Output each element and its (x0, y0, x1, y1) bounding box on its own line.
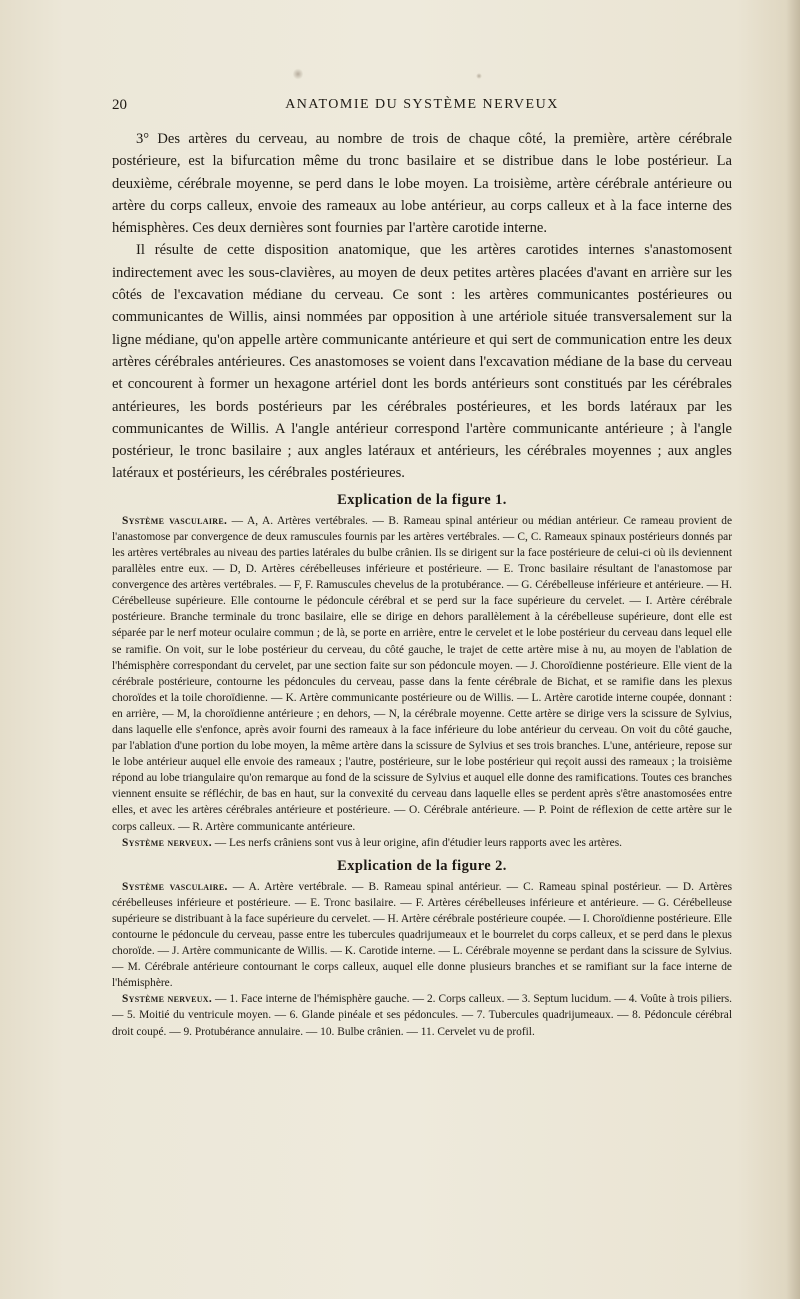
figure-1-vascular-text: — A, A. Artères vertébrales. — B. Rameau spinal antérieur ou médian antérieur. Ce rameau provient de l'anastomose par convergence de deux ramuscules fournis par les artères vertébrales. — C, C. Rameaux spinaux postérieurs donnés par les artères vertébrales au niveau des parties latérales du bulbe crânien. Ils se dirigent sur la face postérieure de celui-ci où ils deviennent parallèles entre eux. — D, D. Artères cérébelleuses inférieure et postérieure. — E. Tronc basilaire résultant de l'anastomose par convergence des artères vertébrales. — F, F. Ramuscules chevelus de la protubérance. — G. Cérébelleuse inférieure et antérieure. — H. Cérébelleuse supérieure. Elle contourne le pédoncule cérébral et se perd sur la face supérieure du cervelet. — I. Artère cérébrale postérieure. Branche terminale du tronc basilaire, elle se dirige en dehors parallèlement à la cérébelleuse supérieure, dont elle est séparée par le nerf moteur oculaire commun ; de là, se porte en arrière, entre le cervelet et le lobe postérieur du cerveau dans lequel elle se ramifie. On voit, sur le lobe postérieur du cerveau, du côté gauche, le trajet de cette artère mise à nu, au moyen de l'ablation de l'hémisphère correspondant du cervelet, par une section faite sur son pédoncule moyen. — J. Choroïdienne postérieure. Elle vient de la cérébrale postérieure, contourne les pédoncules du cerveau, passe dans la fente cérébrale de Bichat, et se ramifie dans les plexus choroïdes et la toile choroïdienne. — K. Artère communicante postérieure ou de Willis. — L. Artère carotide interne coupée, donnant : en arrière, — M, la choroïdienne antérieure ; en dehors, — N, la cérébrale moyenne. Cette artère se dirige vers la scissure de Sylvius, dans laquelle elle s'enfonce, après avoir fourni des rameaux à la face inférieure du lobe antérieur du cerveau. On voit du côté gauche, par l'ablation d'une portion du lobe moyen, la même artère dans la scissure de Sylvius et ses trois branches. L'une, antérieure, repose sur le lobe antérieur auquel elle envoie des rameaux ; l'autre, postérieure, sur le lobe postérieur qui reçoit aussi des rameaux ; la troisième répond au lobe triangulaire qu'on remarque au fond de la scissure de Sylvius et auquel elle donne des ramifications. Toutes ces branches viennent ensuite se réfléchir, de bas en haut, sur la convexité du cerveau dans laquelle elles se perdent après s'être anastomosées entre elles, et avec les artères cérébrales antérieure et postérieure. — O. Cérébrale antérieure. — P. Point de réflexion de cette artère sur le corps calleux. — R. Artère communicante antérieure. (112, 514, 733, 833)
body-paragraph-arteries: 3° Des artères du cerveau, au nombre de trois de chaque côté, la première, artère cérébrale postérieure, est la bifurcation même du tronc basilaire et se distribue dans le lobe postérieur. La deuxième, cérébrale moyenne, se perd dans le lobe moyen. La troisième, artère cérébrale antérieure ou artère du corps calleux, envoie des rameaux au lobe antérieur, au corps calleux et à la face interne des hémisphères. Ces deux dernières sont fournies par l'artère carotide interne. (112, 131, 732, 237)
body-paragraph-anastomoses: Il résulte de cette disposition anatomique, que les artères carotides internes s'anastomosent indirectement avec les sous-clavières, au moyen de deux petites artères placées d'avant en arrière sur les côtés de l'excavation médiane du cerveau. Ce sont : les artères communicantes postérieures ou communicantes de Willis, ainsi nommées par opposition à une artériole située transversalement sur la ligne médiane, qu'on appelle artère communicante antérieure et qui sert de communication entre les deux artères cérébrales antérieures. Ces anastomoses se voient dans l'excavation médiane de la base du cerveau et concourent à former un hexagone artériel dont les bords antérieurs sont constitués par les cérébrales antérieures, les bords postérieurs par les cérébrales postérieures, et les bords latéraux par les communicantes de Willis. A l'angle antérieur correspond l'artère communicante antérieure ; à l'angle postérieur, le tronc basilaire ; aux angles latéraux et antérieurs, les cérébrales moyennes ; aux angles latéraux et postérieurs, les cérébrales postérieures. (112, 242, 732, 482)
figure-1-heading: Explication de la figure 1. (337, 491, 507, 508)
figure-2-nervous-text: — 1. Face interne de l'hémisphère gauche. — 2. Corps calleux. — 3. Septum lucidum. — 4. Voûte à trois piliers. — 5. Moitié du ventricule moyen. — 6. Glande pinéale et ses pédoncules. — 7. Tubercules quadrijumeaux. — 8. Pédoncule cérébral droit coupé. — 9. Protubérance annulaire. — 10. Bulbe crânien. — 11. Cervelet vu de profil. (112, 993, 732, 1038)
page-number: 20 (112, 97, 127, 113)
page-edge-shadow (786, 0, 800, 1299)
page-header (112, 97, 732, 117)
figure-1-vascular-legend (112, 513, 732, 835)
figure-2-vascular-text: — A. Artère vertébrale. — B. Rameau spinal antérieur. — C. Rameau spinal postérieur. — D. Artères cérébelleuses inférieure et postérieure. — E. Tronc basilaire. — F. Artères cérébelleuses inférieure et antérieure. — G. Cérébelleuse supérieure se distribuant à la face supérieure du cervelet. — H. Artère cérébrale postérieure coupée. — I. Choroïdienne postérieure. Elle contourne le pédoncule du cerveau, passe entre les tubercules quadrijumeaux et le bourrelet du corps calleux, et se perd dans le plexus choroïde. — J. Artère communicante de Willis. — K. Carotide interne. — L. Cérébrale moyenne se perdant dans la scissure de Sylvius. — M. Cérébrale antérieure contournant le corps calleux, auquel elle donne plusieurs branches et se ramifiant sur la face interne de l'hémisphère. (112, 880, 733, 990)
figure-1-nervous-lead: Système nerveux. (122, 836, 212, 849)
page-content (112, 128, 732, 1040)
ink-spot (476, 73, 482, 79)
figure-2-vascular-legend (112, 879, 732, 992)
ink-spot (293, 68, 303, 80)
figure-1-nervous-text: — Les nerfs crâniens sont vus à leur origine, afin d'étudier leurs rapports avec les artères. (211, 836, 622, 849)
figure-2-vascular-lead: Système vasculaire. (122, 880, 228, 893)
figure-1-nervous-legend (112, 835, 732, 851)
figure-1-vascular-lead: Système vasculaire. (122, 514, 228, 527)
running-title: ANATOMIE DU SYSTÈME NERVEUX (285, 97, 559, 112)
figure-2-heading: Explication de la figure 2. (337, 857, 507, 874)
figure-2-nervous-lead: Système nerveux. (122, 993, 213, 1006)
figure-2-nervous-legend (112, 991, 732, 1039)
